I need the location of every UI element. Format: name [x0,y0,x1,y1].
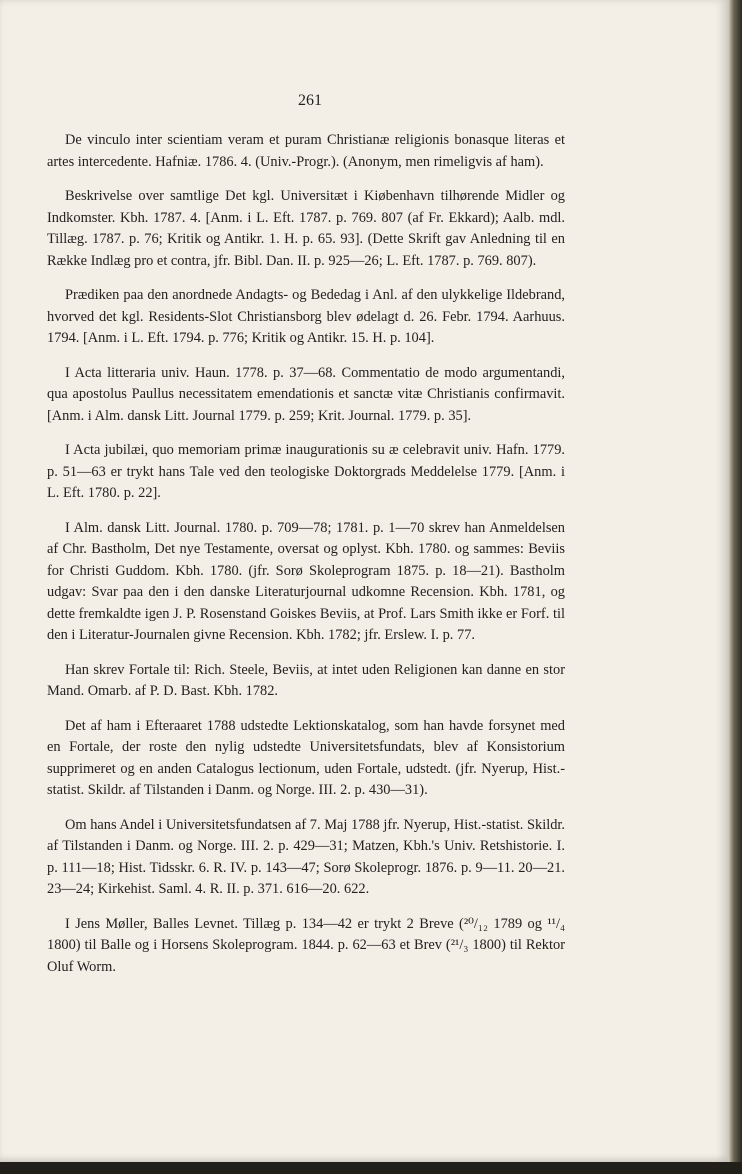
paragraph: Det af ham i Efteraaret 1788 udstedte Lektionskatalog, som han havde forsynet med en Fortale, der roste den nylig udstedte Universitetsfundats, blev af Konsistorium supprimeret og en anden Catalogus lectionum, uden Fortale, udstedt. (jfr. Nyerup, Hist.-statist. Skildr. af Tilstanden i Danm. og Norge. III. 2. p. 430—31). [47,717,565,798]
page-text [47,130,565,991]
page-bottom-edge [0,1162,742,1174]
page-number: 261 [298,92,322,109]
paragraph: I Acta jubilæi, quo memoriam primæ inaugurationis su æ celebravit univ. Hafn. 1779. p. 51—63 er trykt hans Tale ved den teologiske Doktorgrads Meddelelse 1779. [Anm. i L. Eft. 1780. p. 22]. [47,442,565,501]
paragraph: Han skrev Fortale til: Rich. Steele, Beviis, at intet uden Religionen kan danne en stor Mand. Omarb. af P. D. Bast. Kbh. 1782. [47,661,565,699]
paragraph: Om hans Andel i Universitetsfundatsen af 7. Maj 1788 jfr. Nyerup, Hist.-statist. Skildr. af Tilstanden i Danm. og Norge. III. 2. p. 429—31; Matzen, Kbh.'s Univ. Retshistorie. I. p. 111—18; Hist. Tidsskr. 6. R. IV. p. 143—47; Sorø Skoleprogr. 1876. p. 9—11. 20—21. 23—24; Kirkehist. Saml. 4. R. II. p. 371. 616—20. 622. [47,816,565,897]
paragraph: I Acta litteraria univ. Haun. 1778. p. 37—68. Commentatio de modo argumentandi, qua apostolus Paullus necessitatem emendationis et sanctæ vitæ Christianis confirmavit. [Anm. i Alm. dansk Litt. Journal 1779. p. 259; Krit. Journal. 1779. p. 35]. [47,364,565,424]
paragraph: Prædiken paa den anordnede Andagts- og Bededag i Anl. af den ulykkelige Ildebrand, hvorved det kgl. Residents-Slot Christiansborg blev ødelagt d. 26. Febr. 1794. Aarhuus. 1794. [Anm. i L. Eft. 1794. p. 776; Kritik og Antikr. 15. H. p. 104]. [47,287,565,346]
paragraph: De vinculo inter scientiam veram et puram Christianæ religionis bonasque literas et artes intercedente. Hafniæ. 1786. 4. (Univ.-Progr.). (Anonym, men rimeligvis af ham). [47,132,565,170]
book-spine-edge [728,0,742,1174]
paragraph: I Jens Møller, Balles Levnet. Tillæg p. 134—42 er trykt 2 Breve (²⁰/₁₂ 1789 og ¹¹/₄ 1800) til Balle og i Horsens Skoleprogram. 1844. p. 62—63 et Brev (²¹/₃ 1800) til Rektor Oluf Worm. [47,915,565,975]
paragraph: Beskrivelse over samtlige Det kgl. Universitæt i Kiøbenhavn tilhørende Midler og Indkomster. Kbh. 1787. 4. [Anm. i L. Eft. 1787. p. 769. 807 (af Fr. Ekkard); Aalb. mdl. Tillæg. 1787. p. 76; Kritik og Antikr. 1. H. p. 65. 93]. (Dette Skrift gav Anledning til en Række Indlæg pro et contra, jfr. Bibl. Dan. II. p. 925—26; L. Eft. 1787. p. 769. 807). [47,188,565,269]
paragraph: I Alm. dansk Litt. Journal. 1780. p. 709—78; 1781. p. 1—70 skrev han Anmeldelsen af Chr. Bastholm, Det nye Testamente, oversat og oplyst. Kbh. 1780. og sammes: Beviis for Christi Guddom. Kbh. 1780. (jfr. Sorø Skoleprogram 1875. p. 18—21). Bastholm udgav: Svar paa den i den danske Literaturjournal udkomne Recension. Kbh. 1781, og dette fremkaldte igen J. P. Rosenstand Goiskes Beviis, at Prof. Lars Smith ikke er Forf. til den i Literatur-Journalen givne Recension. Kbh. 1782; jfr. Erslew. I. p. 77. [47,519,565,643]
